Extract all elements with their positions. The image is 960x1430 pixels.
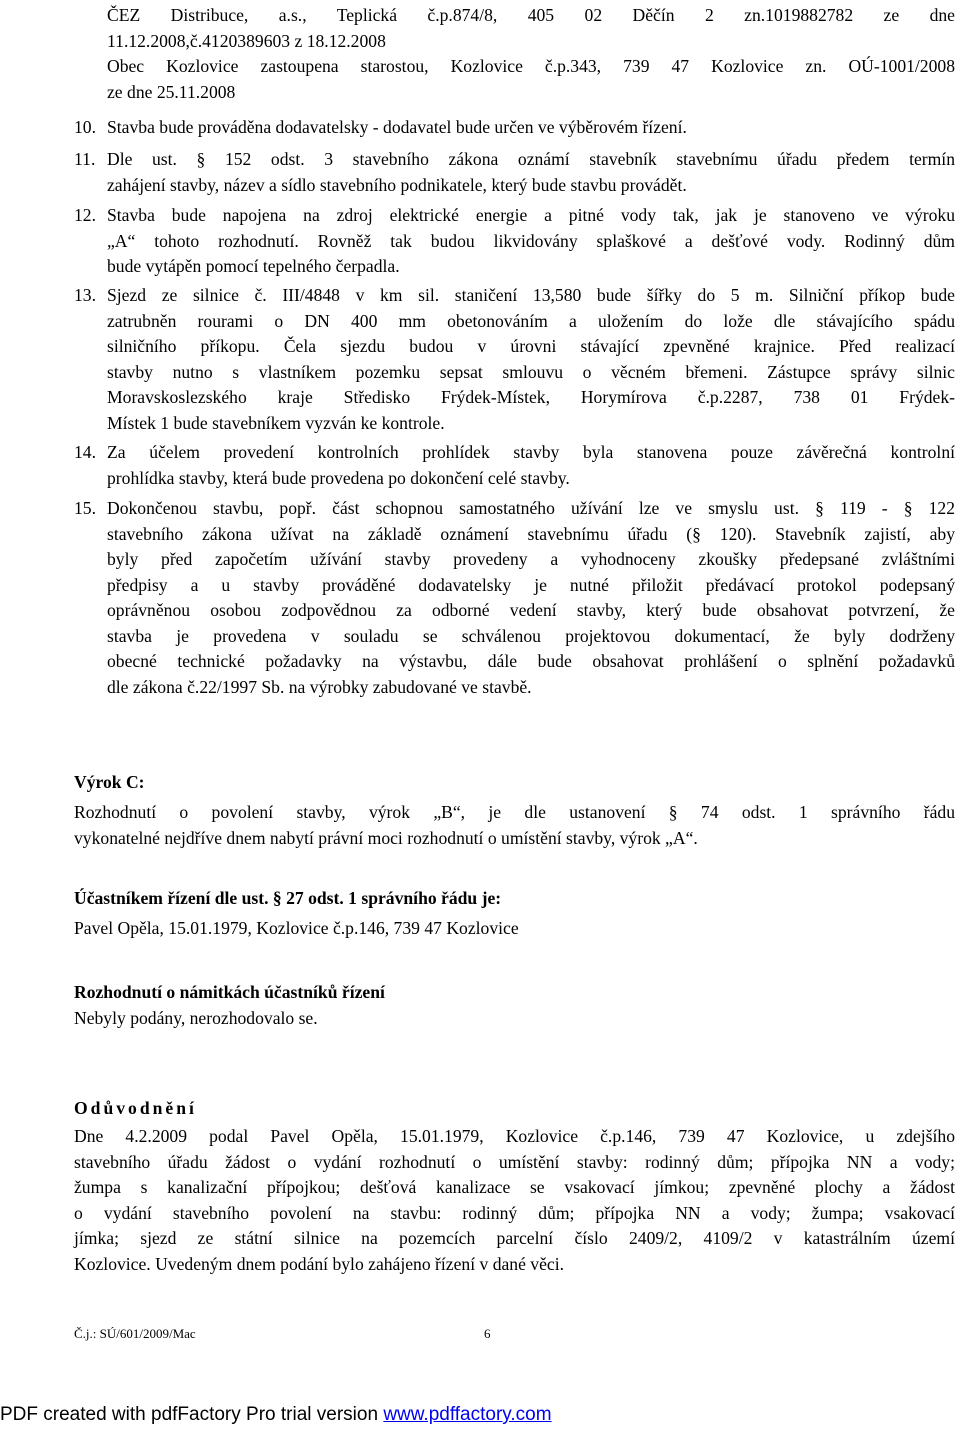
pdffactory-link[interactable]: www.pdffactory.com: [383, 1404, 552, 1425]
condition-15: [107, 496, 955, 700]
text-line: 11.12.2008,č.4120389603 z 18.12.2008: [107, 30, 386, 51]
text-line: předpisy a u stavby prováděné dodavatelsky je nutné přiložit předávací protokol podepsaný: [107, 574, 955, 595]
condition-13: [107, 283, 955, 436]
text-line: Dokončenou stavbu, popř. část schopnou samostatného užívání lze ve smyslu ust. § 119 - § 122: [107, 498, 955, 518]
utility-statements: [107, 3, 955, 105]
text-line: Rozhodnutí o povolení stavby, výrok „B“, je dle ustanovení § 74 odst. 1 správního řádu: [74, 802, 955, 822]
participants-text: [74, 916, 955, 942]
condition-number: 15.: [74, 498, 96, 518]
page-number: 6: [484, 1326, 491, 1341]
text-line: Dle ust. § 152 odst. 3 stavebního zákona oznámí stavebník stavebnímu úřadu předem termín: [107, 149, 955, 169]
reasoning-heading: Odůvodnění: [74, 1098, 197, 1118]
text-line: vykonatelné nejdříve dnem nabytí právní moci rozhodnutí o umístění stavby, výrok „A“.: [74, 827, 698, 848]
text-line: Moravskoslezského kraje Středisko Frýdek-Místek, Horymírova č.p.2287, 738 01 Frýdek-: [107, 387, 955, 407]
text-line: dle zákona č.22/1997 Sb. na výrobky zabudované ve stavbě.: [107, 676, 532, 697]
condition-12: [107, 203, 955, 280]
text-line: stavebního úřadu žádost o vydání rozhodnutí o umístění stavby: rodinný dům; přípojka NN a vody;: [74, 1151, 955, 1172]
text-line: Stavba bude prováděna dodavatelsky - dodavatel bude určen ve výběrovém řízení.: [107, 117, 687, 137]
text-line: oprávněnou osobou zodpovědnou za odborné vedení stavby, který bude obsahovat potvrzení, že: [107, 600, 955, 620]
pdf-footer: [0, 1404, 552, 1426]
reference-number: Č.j.: SÚ/601/2009/Mac: [74, 1326, 196, 1341]
text-line: Kozlovice. Uvedeným dnem podání bylo zahájeno řízení v dané věci.: [74, 1253, 565, 1274]
pdf-footer-text: PDF created with pdfFactory Pro trial version: [0, 1404, 384, 1425]
condition-11: [107, 147, 955, 198]
text-line: žumpa s kanalizační přípojkou; dešťová kanalizace se vsakovací jímkou; zpevněné plochy a žádost: [74, 1177, 955, 1197]
text-line: stavby nutno s vlastníkem pozemku sepsat smlouvu o věcném břemeni. Zástupce správy silnic: [107, 361, 955, 382]
text-line: ČEZ Distribuce, a.s., Teplická č.p.874/8, 405 02 Děčín 2 zn.1019882782 ze dne: [107, 5, 955, 25]
participants-heading: Účastníkem řízení dle ust. § 27 odst. 1 správního řádu je:: [74, 888, 502, 908]
text-line: Místek 1 bude stavebníkem vyzván ke kontrole.: [107, 412, 445, 433]
text-line: ze dne 25.11.2008: [107, 81, 236, 102]
objections-heading: Rozhodnutí o námitkách účastníků řízení: [74, 982, 385, 1002]
text-line: stavba je provedena v souladu se schválenou projektovou dokumentací, že byly dodrženy: [107, 625, 955, 646]
text-line: Sjezd ze silnice č. III/4848 v km sil. staničení 13,580 bude šířky do 5 m. Silniční příkop bude: [107, 285, 955, 305]
text-line: stavebního zákona užívat na základě oznámení stavebnímu úřadu (§ 120). Stavebník zajistí, aby: [107, 523, 955, 544]
text-line: bude vytápěn pomocí tepelného čerpadla.: [107, 256, 400, 276]
text-line: jímka; sjezd ze státní silnice na pozemcích parcelní číslo 2409/2, 4109/2 v katastrálním území: [74, 1228, 955, 1248]
condition-number: 14.: [74, 442, 96, 462]
text-line: o vydání stavebního povolení na stavbu: rodinný dům; přípojka NN a vody; žumpa; vsakovací: [74, 1202, 955, 1223]
text-line: Za účelem provedení kontrolních prohlídek stavby byla stanovena pouze závěrečná kontrolní: [107, 442, 955, 462]
vyrok-c-heading: Výrok C:: [74, 772, 145, 792]
text-line: Stavba bude napojena na zdroj elektrické energie a pitné vody tak, jak je stanoveno ve výroku: [107, 205, 955, 225]
text-line: silničního příkopu. Čela sjezdu budou v úrovni stávající zpevněné krajnice. Před realizací: [107, 336, 955, 356]
condition-number: 12.: [74, 205, 96, 225]
text-line: Dne 4.2.2009 podal Pavel Opěla, 15.01.1979, Kozlovice č.p.146, 739 47 Kozlovice, u zdejšího: [74, 1126, 955, 1146]
text-line: byly před započetím užívání stavby provedeny a vyhodnoceny zkoušky předepsané zvláštními: [107, 549, 955, 569]
text-line: Pavel Opěla, 15.01.1979, Kozlovice č.p.146, 739 47 Kozlovice: [74, 918, 519, 938]
objections-text: [74, 1006, 955, 1032]
text-line: zahájení stavby, název a sídlo stavebního podnikatele, který bude stavbu provádět.: [107, 174, 687, 195]
vyrok-c-text: [74, 800, 955, 851]
text-line: obecné technické požadavky na výstavbu, dále bude obsahovat prohlášení o splnění požadavků: [107, 651, 955, 671]
text-line: Obec Kozlovice zastoupena starostou, Kozlovice č.p.343, 739 47 Kozlovice zn. OÚ-1001/2008: [107, 56, 955, 76]
text-line: „A“ tohoto rozhodnutí. Rovněž tak budou likvidovány splaškové a dešťové vody. Rodinný dům: [107, 230, 955, 251]
text-line: Nebyly podány, nerozhodovalo se.: [74, 1008, 318, 1028]
condition-number: 10.: [74, 117, 96, 137]
text-line: prohlídka stavby, která bude provedena po dokončení celé stavby.: [107, 467, 570, 488]
text-line: zatrubněn rourami o DN 400 mm obetonováním a uložením do lože dle stávajícího spádu: [107, 310, 955, 331]
condition-number: 13.: [74, 285, 96, 305]
condition-10: [107, 115, 955, 141]
reasoning-text: [74, 1124, 955, 1277]
condition-14: [107, 440, 955, 491]
condition-number: 11.: [74, 149, 96, 169]
